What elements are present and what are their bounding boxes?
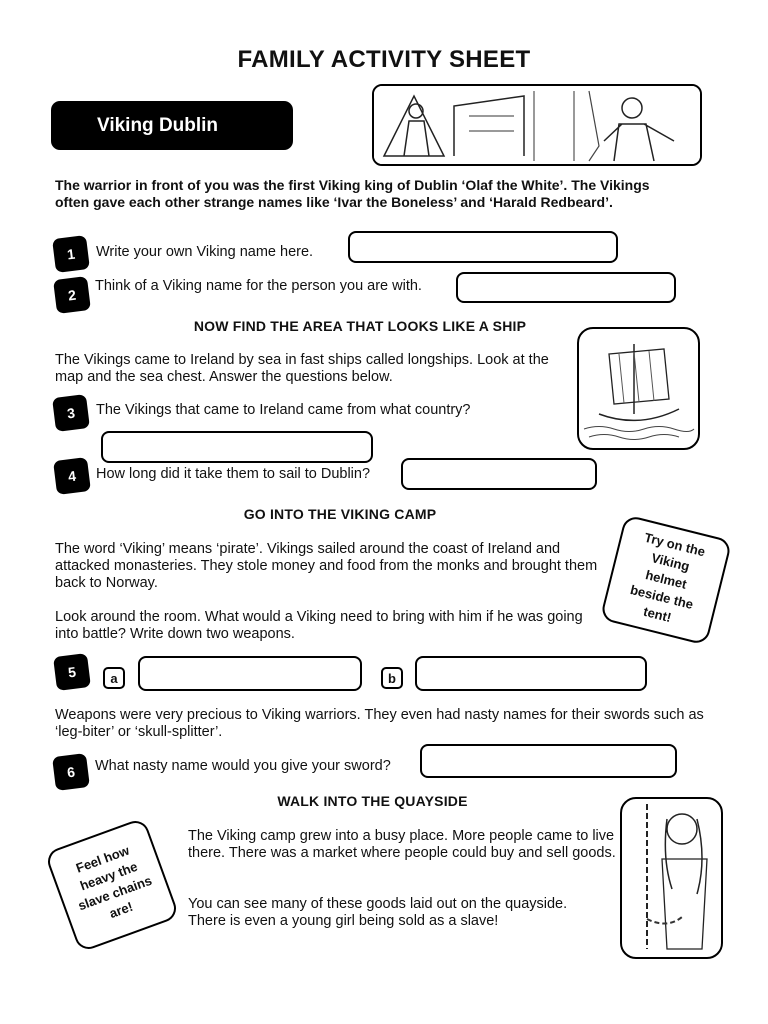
camp-section-text-1: The word ‘Viking’ means ‘pirate’. Vikings sailed around the coast of Ireland and attacked monasteries. They stole money and food from the monks and brought them back to Norway. bbox=[55, 541, 598, 591]
question-number-4: 4 bbox=[53, 457, 91, 495]
helmet-note bbox=[600, 514, 733, 645]
answer-box-2[interactable] bbox=[456, 272, 676, 303]
question-2-text: Think of a Viking name for the person you are with. bbox=[95, 278, 422, 294]
answer-box-4[interactable] bbox=[401, 458, 597, 490]
question-number-6: 6 bbox=[52, 753, 90, 791]
question-1-text: Write your own Viking name here. bbox=[96, 244, 314, 260]
chains-note bbox=[44, 817, 180, 953]
option-b-label: b bbox=[381, 667, 403, 689]
answer-box-6[interactable] bbox=[420, 744, 677, 778]
quay-section-text-1: The Viking camp grew into a busy place. More people came to live there. There was a market where people could buy and sell goods. bbox=[188, 828, 616, 861]
slave-girl-illustration bbox=[620, 797, 723, 959]
page-title: FAMILY ACTIVITY SHEET bbox=[237, 46, 531, 73]
ship-section-heading: NOW FIND THE AREA THAT LOOKS LIKE A SHIP bbox=[193, 318, 527, 334]
question-number-1: 1 bbox=[52, 235, 90, 273]
quay-section-text-2: You can see many of these goods laid out on the quayside. There is even a young girl being sold as a slave! bbox=[188, 896, 568, 929]
answer-box-5a[interactable] bbox=[138, 656, 362, 691]
camp-section-heading: GO INTO THE VIKING CAMP bbox=[243, 506, 437, 522]
question-4-text: How long did it take them to sail to Dublin? bbox=[96, 466, 371, 482]
option-a-label: a bbox=[103, 667, 125, 689]
section-banner: Viking Dublin bbox=[51, 101, 293, 150]
weapons-text: Weapons were very precious to Viking warriors. They even had nasty names for their swords such as ‘leg-biter’ or ‘skull-splitter’. bbox=[55, 707, 704, 740]
question-number-2: 2 bbox=[53, 276, 91, 314]
question-number-5: 5 bbox=[53, 653, 91, 691]
question-6-text: What nasty name would you give your sword? bbox=[95, 758, 391, 774]
question-3-text: The Vikings that came to Ireland came from what country? bbox=[96, 402, 471, 418]
quay-section-heading: WALK INTO THE QUAYSIDE bbox=[277, 793, 468, 809]
chains-note-text: Feel how heavy the slave chains are! bbox=[73, 842, 154, 922]
camp-section-text-2: Look around the room. What would a Viking need to bring with him if he was going into battle? Write down two weapons. bbox=[55, 609, 583, 642]
intro-text: The warrior in front of you was the first Viking king of Dublin ‘Olaf the White’. The Vikings often gave each other strange names like ‘Ivar the Boneless’ and ‘Harald Redbeard’. bbox=[55, 177, 650, 210]
question-number-3: 3 bbox=[52, 394, 90, 432]
answer-box-3[interactable] bbox=[101, 431, 373, 463]
answer-box-5b[interactable] bbox=[415, 656, 647, 691]
longship-illustration bbox=[577, 327, 700, 450]
market-illustration bbox=[372, 84, 702, 166]
answer-box-1[interactable] bbox=[348, 231, 618, 263]
ship-section-text: The Vikings came to Ireland by sea in fast ships called longships. Look at the map and the sea chest. Answer the questions below. bbox=[55, 352, 549, 385]
helmet-note-text: Try on the Viking helmet beside the tent! bbox=[628, 529, 707, 626]
